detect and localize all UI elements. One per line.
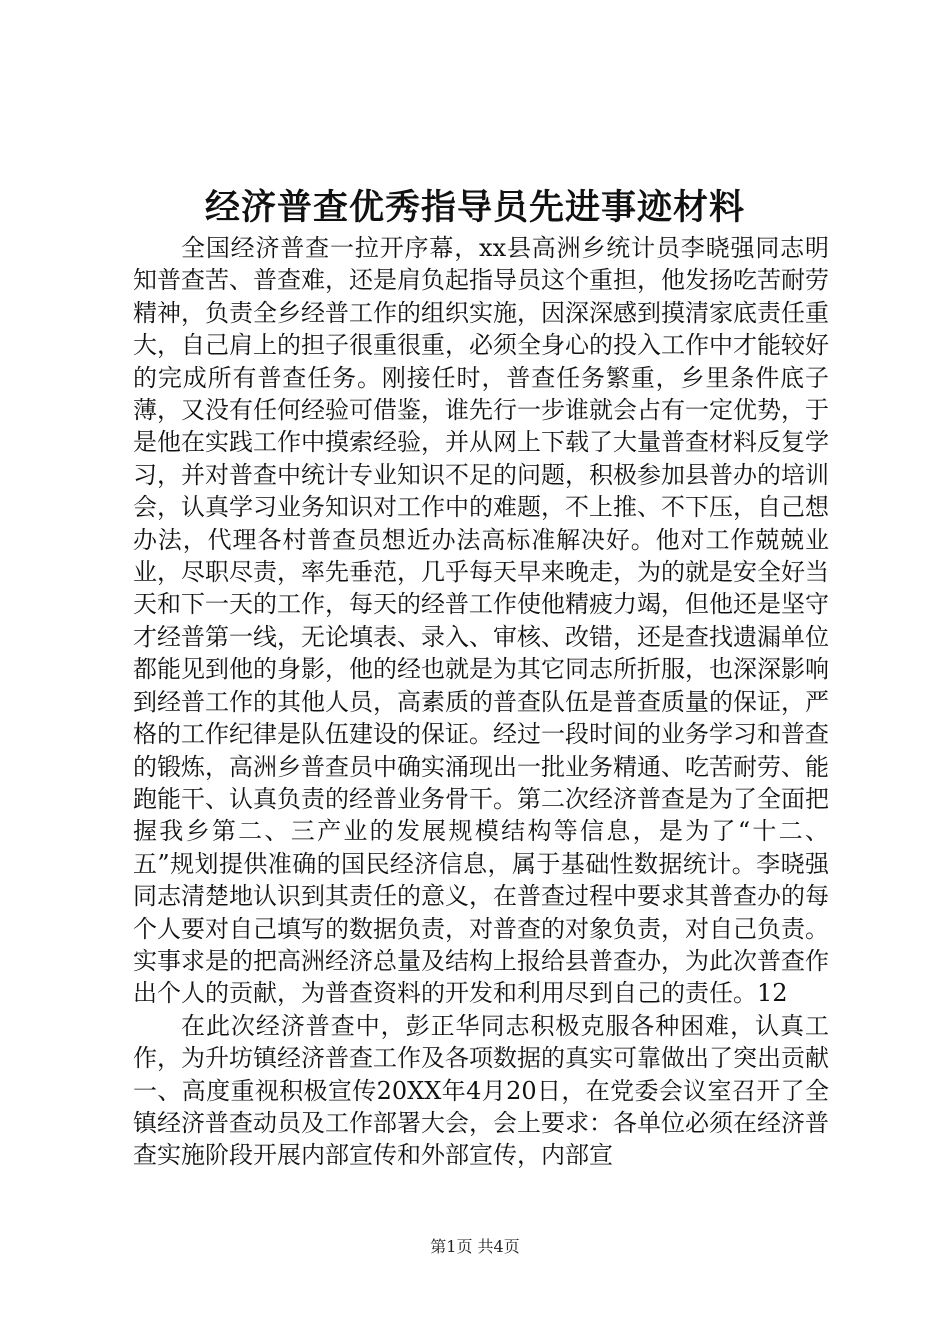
document-title: 经济普查优秀指导员先进事迹材料 (204, 187, 745, 228)
page-footer: 第1页 共4页 (430, 1237, 520, 1256)
paragraph-1: 全国经济普查一拉开序幕，xx县高洲乡统计员李晓强同志明知普查苦、普查难，还是肩负起指导员这个重担，他发扬吃苦耐劳精神，负责全乡经普工作的组织实施，因深深感到摸清家底责任重大，自己肩上的担子很重很重，必须全身心的投入工作中才能较好的完成所有普查任务。刚接任时，普查任务繁重，乡里条件底子薄，又没有任何经验可借鉴，谁先行一步谁就会占有一定优势，于是他在实践工作中摸索经验，并从网上下载了大量普查材料反复学习，并对普查中统计专业知识不足的问题，积极参加县普办的培训会，认真学习业务知识对工作中的难题，不上推、不下压，自己想办法，代理各村普查员想近办法高标准解决好。他对工作兢兢业业，尽职尽责，率先垂范，几乎每天早来晚走，为的就是安全好当天和下一天的工作，每天的经普工作使他精疲力竭，但他还是坚守才经普第一线，无论填表、录入、审核、改错，还是查找遗漏单位都能见到他的身影，他的经也就是为其它同志所折服，也深深影响到经普工作的其他人员，高素质的普查队伍是普查质量的保证，严格的工作纪律是队伍建设的保证。经过一段时间的业务学习和普查的锻炼，高洲乡普查员中确实涌现出一批业务精通、吃苦耐劳、能跑能干、认真负责的经普业务骨干。第二次经济普查是为了全面把握我乡第二、三产业的发展规模结构等信息，是为了“十二、五”规划提供准确的国民经济信息，属于基础性数据统计。李晓强同志清楚地认识到其责任的意义，在普查过程中要求其普查办的每个人要对自己填写的数据负责，对普查的对象负责，对自己负责。实事求是的把高洲经济总量及结构上报给县普查办，为此次普查作出个人的贡献，为普查资料的开发和利用尽到自己的责任。12 (133, 234, 829, 1008)
paragraph-2: 在此次经济普查中，彭正华同志积极克服各种困难，认真工作，为升坊镇经济普查工作及各项数据的真实可靠做出了突出贡献一、高度重视积极宣传20XX年4月20日，在党委会议室召开了全镇经济普查动员及工作部署大会，会上要求：各单位必须在经济普查实施阶段开展内部宣传和外部宣传，内部宣 (133, 1011, 829, 1170)
document-body (133, 232, 829, 1172)
